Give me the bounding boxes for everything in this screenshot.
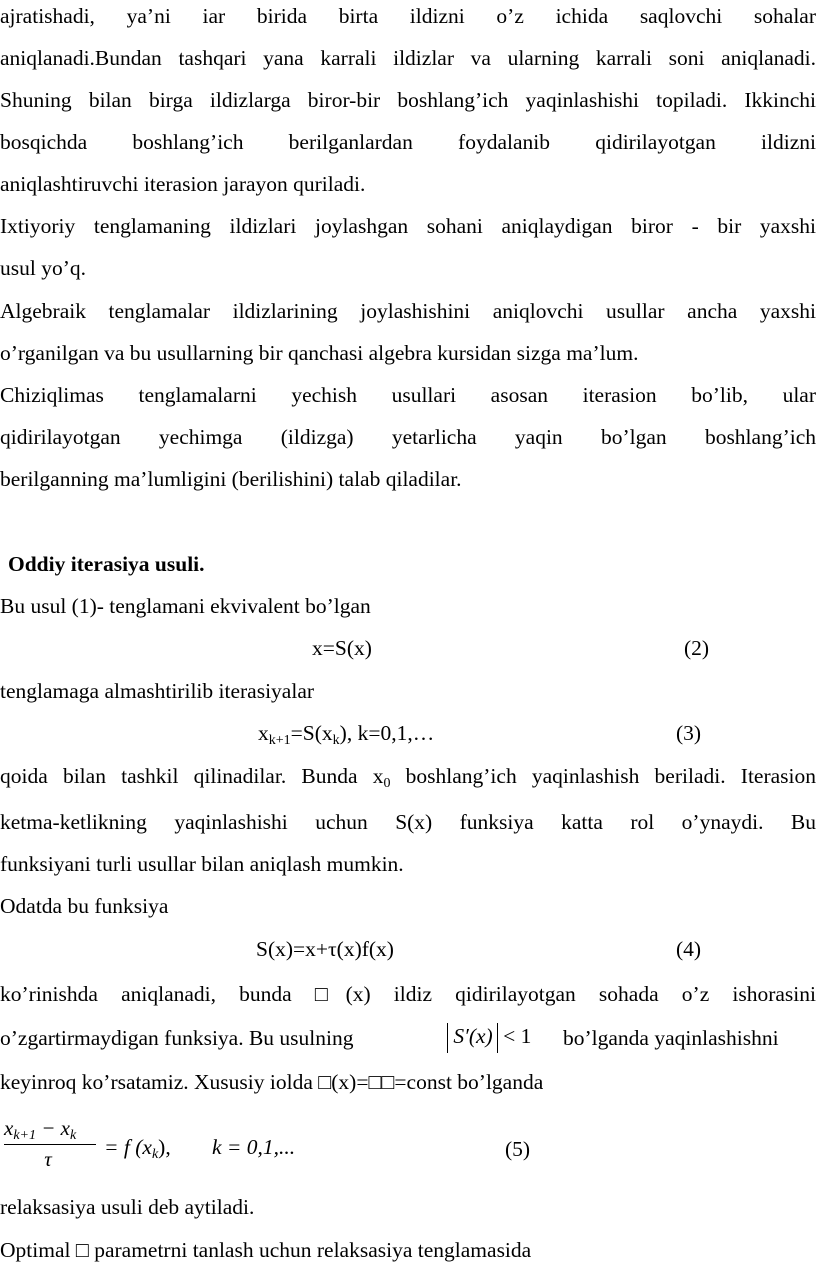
equation-number: (4) (676, 937, 702, 961)
text-line: berilganning ma’lumligini (berilishini) talab qiladilar. (0, 467, 462, 491)
text-line: Odatda bu funksiya (0, 894, 169, 918)
text-line: ketma-ketlikning yaqinlashishi uchun S(x) funksiya katta rol o’ynaydi. Bu (0, 810, 816, 834)
text-line: Optimal □ parametrni tanlash uchun relaksasiya tenglamasida (0, 1238, 532, 1262)
text-line: o’rganilgan va bu usullarning bir qanchasi algebra kursidan sizga ma’lum. (0, 341, 639, 365)
equation-3: $x_{k+1}=S(x_k)$, k=0,1,… (258, 721, 435, 748)
equation-number: (2) (684, 636, 710, 660)
equation-number: (5) (505, 1137, 531, 1161)
text-line: bosqichda boshlang’ich berilganlardan foydalanib qidirilayotgan ildizni (0, 130, 816, 154)
text-line: aniqlanadi.Bundan tashqari yana karrali ildizlar va ularning karrali soni aniqlanadi. (0, 46, 816, 70)
text-line: Chiziqlimas tenglamalarni yechish usullari asosan iterasion bo’lib, ular (0, 383, 816, 407)
text-line: bo’lganda yaqinlashishni (563, 1026, 779, 1050)
equation-5-k: k = 0,1,... (212, 1135, 296, 1159)
abs-expression: S′(x) < 1 (447, 1022, 531, 1053)
text-line: qidirilayotgan yechimga (ildizga) yetarlicha yaqin bo’lgan boshlang’ich (0, 425, 816, 449)
equation-2: x=S(x) (312, 636, 372, 660)
text-line: ajratishadi, ya’ni iar birida birta ildizni o’z ichida saqlovchi sohalar (0, 4, 816, 28)
text-line: relaksasiya usuli deb aytiladi. (0, 1195, 255, 1219)
text-line: Algebraik tenglamalar ildizlarining joylashishini aniqlovchi usullar ancha yaxshi (0, 299, 816, 323)
text-line: Bu usul (1)- tenglamani ekvivalent bo’lgan (0, 594, 371, 618)
text-line: Ixtiyoriy tenglamaning ildizlari joylashgan sohani aniqlaydigan biror - bir yaxshi (0, 214, 816, 238)
text-line: usul yo’q. (0, 256, 86, 280)
text-line: qoida bilan tashkil qilinadilar. Bunda $x_0$ boshlang’ich yaqinlashish beriladi. Iterasion (0, 764, 816, 791)
equation-4: S(x)=x+τ(x)f(x) (256, 937, 394, 961)
text-line: Shuning bilan birga ildizlarga biror-bir boshlang’ich yaqinlashishi topiladi. Ikkinchi (0, 88, 816, 112)
equation-5-fraction: $x_{k+1} - x_k$ τ (4, 1116, 100, 1173)
text-line: o’zgartirmaydigan funksiya. Bu usulning (0, 1026, 354, 1050)
section-heading: Oddiy iterasiya usuli. (8, 552, 205, 576)
text-line: tenglamaga almashtirilib iterasiyalar (0, 679, 315, 703)
text-line: aniqlashtiruvchi iterasion jarayon quriladi. (0, 172, 366, 196)
equation-number: (3) (676, 721, 702, 745)
equation-5-rhs: = f $(x_k)$, (104, 1135, 171, 1162)
text-line: keyinroq ko’rsatamiz. Xususiy iolda □(x)=□□=const bo’lganda (0, 1070, 544, 1094)
text-line: ko’rinishda aniqlanadi, bunda □(x) ildiz qidirilayotgan sohada o’z ishorasini (0, 982, 816, 1006)
text-line: funksiyani turli usullar bilan aniqlash mumkin. (0, 852, 404, 876)
